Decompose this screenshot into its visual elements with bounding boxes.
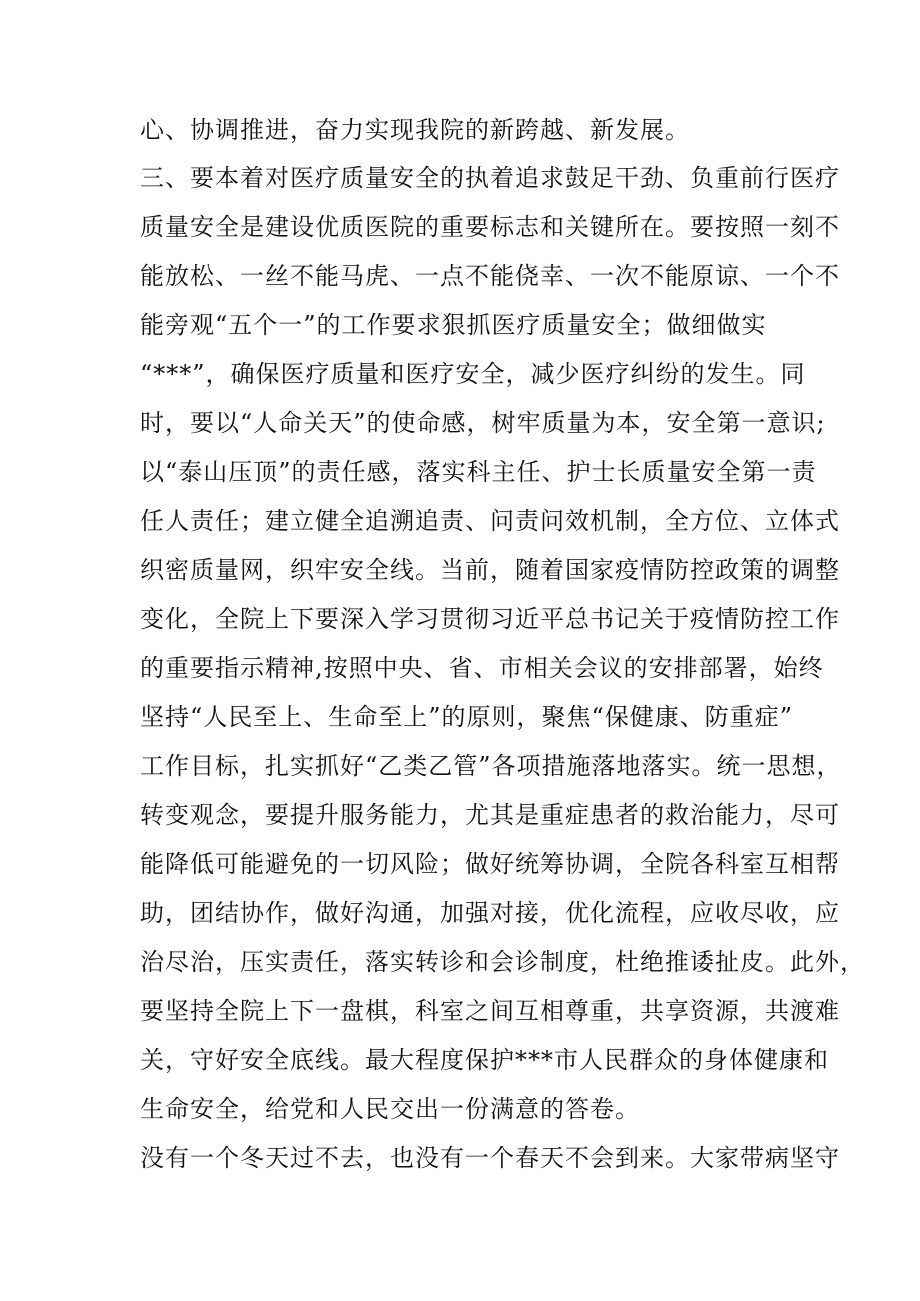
text-line: 三、要本着对医疗质量安全的执着追求鼓足干劲、负重前行医疗: [140, 164, 840, 192]
text-line: 能放松、一丝不能马虎、一点不能侥幸、一次不能原谅、一个不: [140, 262, 840, 290]
text-line: 要坚持全院上下一盘棋，科室之间互相尊重，共享资源，共渡难: [140, 997, 840, 1025]
text-line: 以“泰山压顶”的责任感，落实科主任、护士长质量安全第一责: [140, 458, 817, 486]
text-line: 关，守好安全底线。最大程度保护***市人民群众的身体健康和: [140, 1046, 829, 1074]
text-line: 的重要指示精神,按照中央、省、市相关会议的安排部署，始终: [140, 654, 824, 682]
text-line: 心、协调推进，奋力实现我院的新跨越、新发展。: [140, 116, 690, 144]
text-line: 质量安全是建设优质医院的重要标志和关键所在。要按照一刻不: [140, 213, 840, 241]
text-line: 工作目标，扎实抓好“乙类乙管”各项措施落地落实。统一思想，: [140, 752, 842, 780]
text-line: 变化，全院上下要深入学习贯彻习近平总书记关于疫情防控工作: [140, 605, 840, 633]
text-line: 转变观念，要提升服务能力，尤其是重症患者的救治能力，尽可: [140, 801, 840, 829]
text-line: 坚持“人民至上、生命至上”的原则，聚焦“保健康、防重症”: [140, 703, 794, 731]
text-line: 没有一个冬天过不去，也没有一个春天不会到来。大家带病坚守: [140, 1144, 840, 1172]
text-line: 助，团结协作，做好沟通，加强对接，优化流程，应收尽收，应: [140, 899, 840, 927]
text-line: “***”，确保医疗质量和医疗安全，减少医疗纠纷的发生。同: [140, 360, 806, 388]
text-line: 能降低可能避免的一切风险；做好统筹协调，全院各科室互相帮: [140, 850, 840, 878]
text-line: 能旁观“五个一”的工作要求狠抓医疗质量安全；做细做实: [140, 311, 767, 339]
text-line: 治尽治，压实责任，落实转诊和会诊制度，杜绝推诿扯皮。此外，: [140, 948, 865, 976]
text-line: 生命安全，给党和人民交出一份满意的答卷。: [140, 1095, 640, 1123]
text-line: 织密质量网，织牢安全线。当前，随着国家疫情防控政策的调整: [140, 556, 840, 584]
text-line: 时，要以“人命关天”的使命感，树牢质量为本，安全第一意识;: [140, 409, 826, 437]
text-line: 任人责任；建立健全追溯追责、问责问效机制，全方位、立体式: [140, 507, 840, 535]
